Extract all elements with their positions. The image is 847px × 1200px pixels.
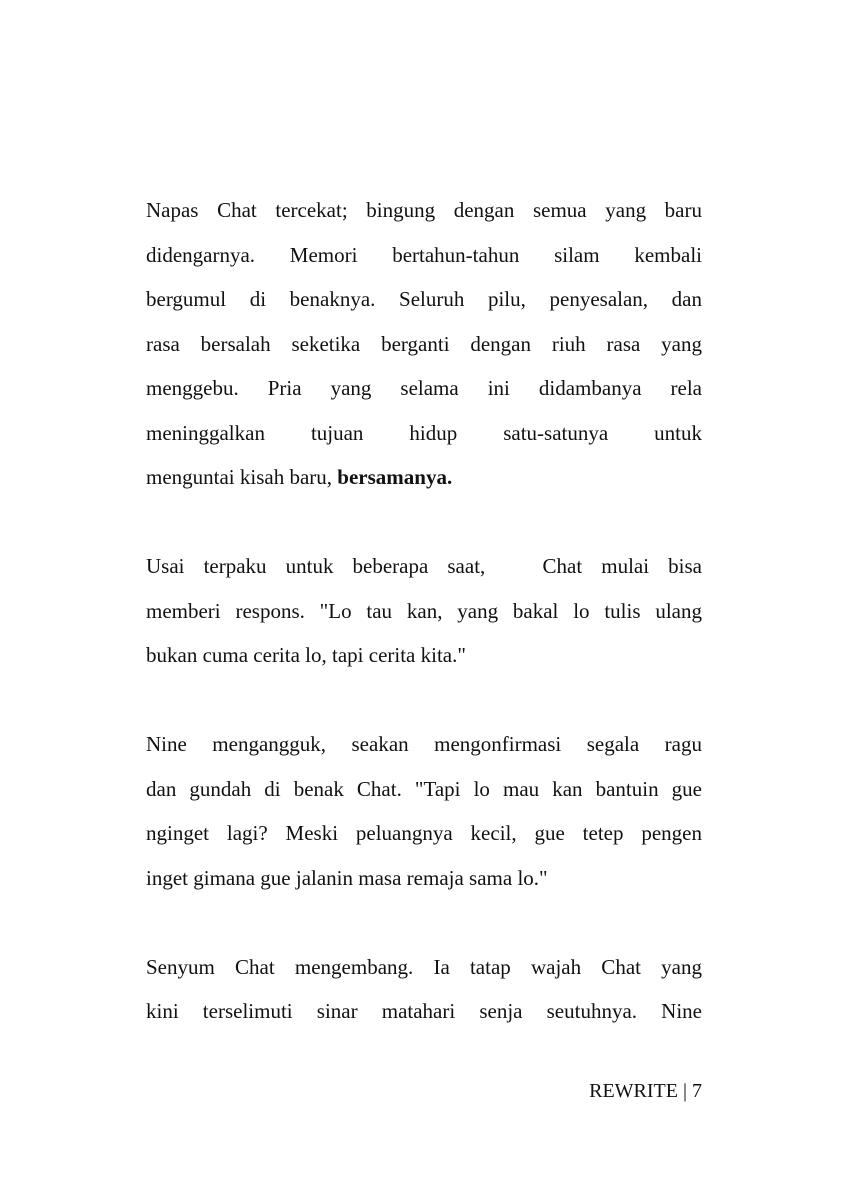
paragraph-line: Napas Chat tercekat; bingung dengan semua yang baru xyxy=(146,198,702,222)
emphasized-word: bersamanya. xyxy=(337,465,453,489)
paragraph-4 xyxy=(146,945,702,1034)
running-title: REWRITE xyxy=(589,1080,678,1102)
paragraph-3 xyxy=(146,722,702,900)
paragraph-line: meninggalkan tujuan hidup satu-satunya untuk xyxy=(146,420,702,445)
page-body xyxy=(146,188,702,1034)
page-number: 7 xyxy=(692,1080,702,1102)
line-text: menguntai kisah baru, xyxy=(146,465,338,489)
paragraph-line: bergumul di benaknya. Seluruh pilu, penyesalan, dan xyxy=(146,287,702,311)
paragraph-line: Senyum Chat mengembang. Ia tatap wajah Chat yang xyxy=(146,954,702,979)
paragraph-line: memberi respons. "Lo tau kan, yang bakal lo tulis ulang xyxy=(146,598,702,623)
paragraph-gap xyxy=(146,500,702,545)
paragraph-line: bukan cuma cerita lo, tapi cerita kita." xyxy=(146,643,466,667)
footer-separator: | xyxy=(677,1080,692,1102)
paragraph-line: didengarnya. Memori bertahun-tahun silam kembali xyxy=(146,242,702,267)
paragraph-line: nginget lagi? Meski peluangnya kecil, gue tetep pengen xyxy=(146,821,702,845)
paragraph-2 xyxy=(146,544,702,678)
paragraph-line: dan gundah di benak Chat. "Tapi lo mau kan bantuin gue xyxy=(146,776,702,801)
paragraph-line: inget gimana gue jalanin masa remaja sama lo." xyxy=(146,865,548,890)
paragraph-1 xyxy=(146,188,702,500)
paragraph-gap xyxy=(146,678,702,723)
paragraph-line: Nine mengangguk, seakan mengonfirmasi segala ragu xyxy=(146,732,702,756)
paragraph-line: kini terselimuti sinar matahari senja seutuhnya. Nine xyxy=(146,999,702,1023)
paragraph-gap xyxy=(146,900,702,945)
paragraph-line xyxy=(146,455,702,500)
page-footer xyxy=(589,1077,702,1105)
paragraph-line: Usai terpaku untuk beberapa saat, Chat mulai bisa xyxy=(146,554,702,578)
paragraph-line: menggebu. Pria yang selama ini didambanya rela xyxy=(146,376,702,400)
paragraph-line: rasa bersalah seketika berganti dengan riuh rasa yang xyxy=(146,331,702,356)
